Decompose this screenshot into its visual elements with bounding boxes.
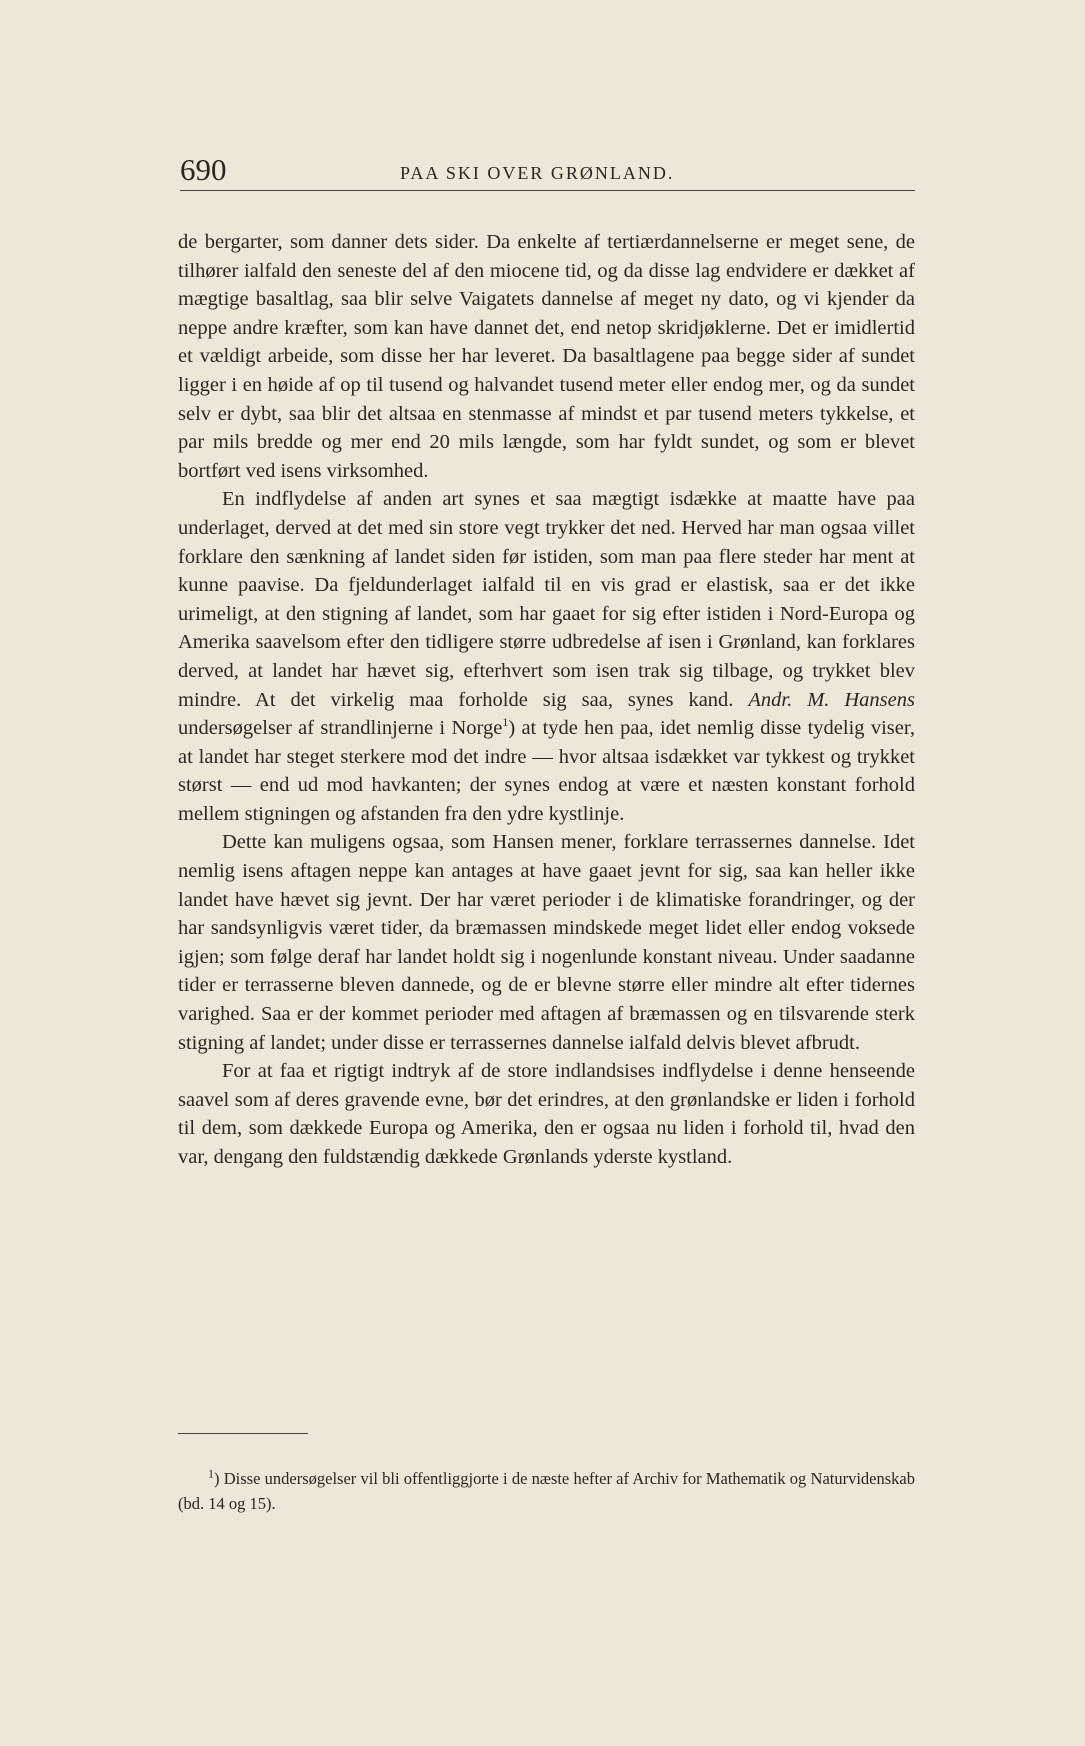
running-head: PAA SKI OVER GRØNLAND.	[400, 163, 675, 183]
footnote-mark: 1	[208, 1466, 214, 1481]
footnote-text: ) Disse undersøgelser vil bli offentliggjorte i de næste hefter af Archiv for Mathematik og Naturvidenskab (bd. 14 og 15).	[178, 1469, 915, 1513]
page-header	[180, 150, 915, 191]
paragraph-1: de bergarter, som danner dets sider. Da enkelte af tertiærdannelserne er meget sene, de tilhører ialfald den seneste del af den miocene tid, og da disse lag endvidere er dækket af mægtige basaltlag, saa blir selve Vaigatets dannelse af meget ny dato, og vi kjender da neppe andre kræfter, som kan have dannet det, end netop skridjøklerne. Det er imidlertid et vældigt arbeide, som disse her har leveret. Da basaltlagene paa begge sider af sundet ligger i en høide af op til tusend og halvandet tusend meter eller endog mer, og da sundet selv er dybt, saa blir det altsaa en stenmasse af mindst et par tusend meters tykkelse, et par mils bredde og mer end 20 mils længde, som har fyldt sundet, og som er blevet bortført ved isens virksomhed.	[178, 231, 915, 482]
author-reference: Andr. M. Hansens	[748, 688, 915, 711]
paragraph-3: Dette kan muligens ogsaa, som Hansen mener, forklare terrassernes dannelse. Idet nemlig isens aftagen neppe kan antages at have gaaet jevnt for sig, saa kan heller ikke landet have hævet sig jevnt. Der har været perioder i de klimatiske forandringer, og der har sandsynligvis været tider, da bræmassen mindskede meget lidet eller endog voksede igjen; som følge deraf har landet holdt sig i nogenlunde konstant niveau. Under saadanne tider er terrasserne bleven dannede, og de er blevne større eller mindre alt efter tidernes varighed. Saa er der kommet perioder med aftagen af bræmassen og en tilsvarende sterk stigning af landet; under disse er terrassernes dannelse ialfald delvis blevet afbrudt.	[178, 831, 915, 1054]
footnote-divider	[178, 1433, 308, 1434]
paragraph-2-part-c: ) at tyde hen paa, idet nemlig disse tydelig viser, at landet har steget sterkere mod det indre — hvor altsaa isdækket var tykkest og trykket størst — end ud mod havkanten; der synes endog at være et næsten konstant forhold mellem stigningen og afstanden fra den ydre kystlinje.	[178, 717, 915, 825]
footnote	[178, 1466, 915, 1516]
paragraph-2-part-a: En indflydelse af anden art synes et saa mægtigt isdække at maatte have paa underlaget, derved at det med sin store vegt trykker det ned. Herved har man ogsaa villet forklare den sænkning af landet siden før istiden, som man paa flere steder har ment at kunne paavise. Da fjeldunderlaget ialfald til en vis grad er elastisk, saa er det ikke urimeligt, at den stigning af landet, som har gaaet for sig efter istiden i Nord-Europa og Amerika saavelsom efter den tidligere større udbredelse af isen i Grønland, kan forklares derved, at landet har hævet sig, efterhvert som isen trak sig tilbage, og trykket blev mindre. At det virkelig maa forholde sig saa, synes kand.	[178, 488, 915, 711]
page-number: 690	[180, 152, 227, 187]
paragraph-2-part-b: undersøgelser af strandlinjerne i Norge	[178, 717, 503, 740]
body-text	[178, 228, 915, 1172]
paragraph-4: For at faa et rigtigt indtryk af de store indlandsises indflydelse i denne henseende saavel som af deres gravende evne, bør det erindres, at den grønlandske er liden i forhold til dem, som dækkede Europa og Amerika, den er ogsaa nu liden i forhold til, hvad den var, dengang den fuldstændig dækkede Grønlands yderste kystland.	[178, 1060, 915, 1168]
paragraph-2	[178, 485, 915, 828]
footnote-reference: 1	[502, 715, 509, 730]
